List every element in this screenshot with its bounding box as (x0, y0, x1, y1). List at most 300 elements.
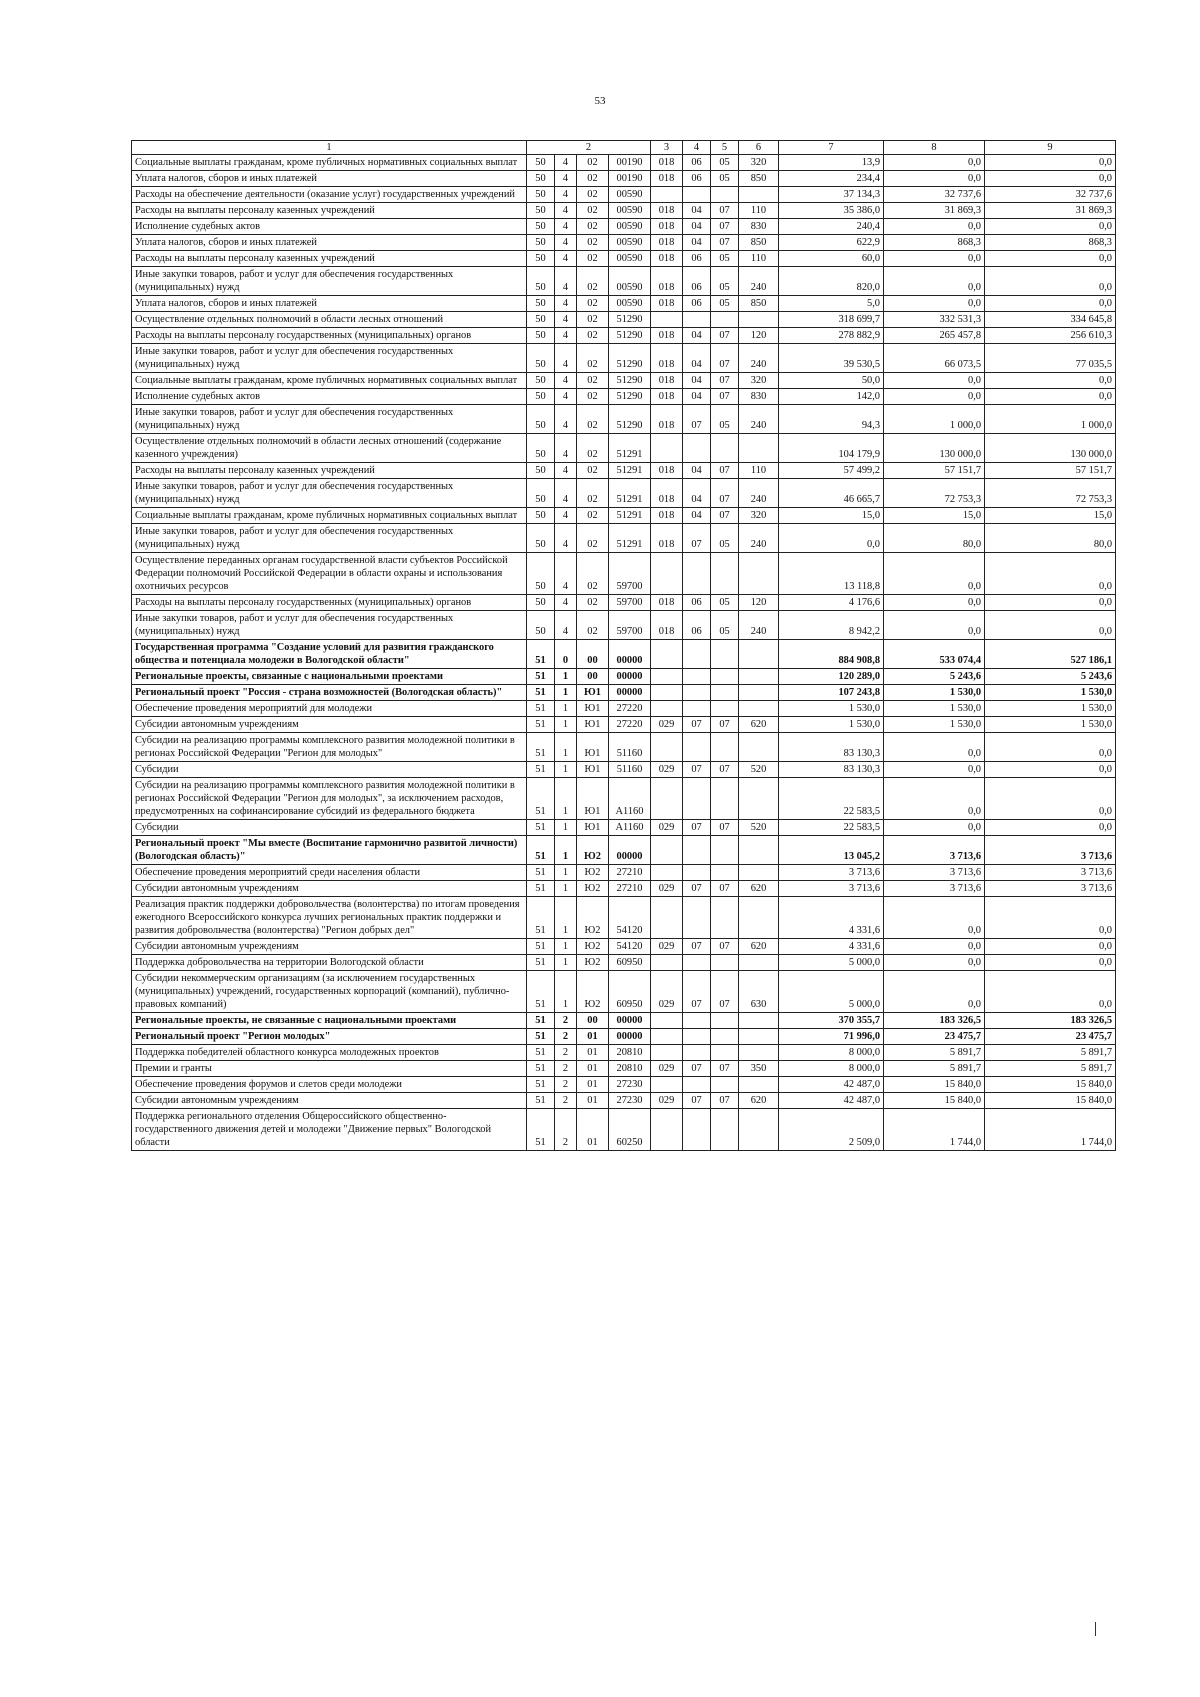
amount-col-8: 0,0 (884, 897, 985, 939)
row-name: Расходы на выплаты персоналу казенных учреждений (132, 251, 527, 267)
code-expense-type: 240 (739, 524, 779, 553)
table-row (132, 203, 1116, 219)
amount-col-9: 5 891,7 (985, 1045, 1116, 1061)
code-department (651, 640, 683, 669)
amount-col-7: 0,0 (779, 524, 884, 553)
code-expense-type: 620 (739, 717, 779, 733)
table-row (132, 251, 1116, 267)
code-expense: 00590 (609, 267, 651, 296)
code-expense-type (739, 1029, 779, 1045)
amount-col-8: 5 243,6 (884, 669, 985, 685)
code-department: 018 (651, 171, 683, 187)
row-name: Осуществление отдельных полномочий в области лесных отношений (132, 312, 527, 328)
row-name: Иные закупки товаров, работ и услуг для обеспечения государственных (муниципальных) нужд (132, 524, 527, 553)
amount-col-8: 868,3 (884, 235, 985, 251)
amount-col-9: 0,0 (985, 762, 1116, 778)
amount-col-8: 0,0 (884, 939, 985, 955)
table-row (132, 955, 1116, 971)
code-direction: 02 (577, 312, 609, 328)
code-expense-type (739, 434, 779, 463)
code-department (651, 701, 683, 717)
amount-col-9: 1 530,0 (985, 717, 1116, 733)
row-name: Субсидии (132, 820, 527, 836)
code-expense-type: 520 (739, 762, 779, 778)
code-expense-type: 320 (739, 508, 779, 524)
code-section (683, 701, 711, 717)
code-department: 029 (651, 881, 683, 897)
row-name: Обеспечение проведения мероприятий среди населения области (132, 865, 527, 881)
code-subsection: 07 (711, 479, 739, 508)
row-name: Осуществление переданных органам государственной власти субъектов Российской Федерации полномочий Российской Федерации в области охраны и использования охотничьих ресурсов (132, 553, 527, 595)
code-expense: 51290 (609, 389, 651, 405)
amount-col-7: 57 499,2 (779, 463, 884, 479)
code-subsection: 07 (711, 463, 739, 479)
code-department: 018 (651, 508, 683, 524)
code-subsection (711, 1045, 739, 1061)
code-expense: 51291 (609, 434, 651, 463)
code-section: 07 (683, 524, 711, 553)
code-department (651, 1029, 683, 1045)
page-number: 53 (594, 95, 606, 107)
code-direction: 02 (577, 267, 609, 296)
amount-col-9: 0,0 (985, 611, 1116, 640)
code-direction: 01 (577, 1061, 609, 1077)
amount-col-9: 0,0 (985, 971, 1116, 1013)
code-direction: 02 (577, 405, 609, 434)
code-subsection (711, 685, 739, 701)
code-subprogram: 1 (555, 971, 577, 1013)
table-row (132, 733, 1116, 762)
code-subprogram: 4 (555, 434, 577, 463)
code-direction: 01 (577, 1045, 609, 1061)
row-name: Государственная программа "Создание условий для развития гражданского общества и потенциала молодежи в Вологодской области" (132, 640, 527, 669)
code-expense-type: 240 (739, 344, 779, 373)
amount-col-8: 1 530,0 (884, 717, 985, 733)
code-expense-type (739, 897, 779, 939)
code-department (651, 1077, 683, 1093)
amount-col-8: 0,0 (884, 820, 985, 836)
code-subsection (711, 553, 739, 595)
amount-col-7: 35 386,0 (779, 203, 884, 219)
code-subsection (711, 1077, 739, 1093)
amount-col-9: 0,0 (985, 171, 1116, 187)
code-expense-type (739, 701, 779, 717)
code-department: 029 (651, 762, 683, 778)
code-section (683, 865, 711, 881)
amount-col-7: 4 331,6 (779, 939, 884, 955)
header-col-2: 2 (527, 141, 651, 155)
amount-col-7: 318 699,7 (779, 312, 884, 328)
header-col-5: 5 (711, 141, 739, 155)
row-name: Субсидии на реализацию программы комплексного развития молодежной политики в регионах Российской Федерации "Регион для молодых" (132, 733, 527, 762)
amount-col-8: 23 475,7 (884, 1029, 985, 1045)
code-section: 07 (683, 405, 711, 434)
code-department: 018 (651, 611, 683, 640)
code-section (683, 1077, 711, 1093)
code-expense: 51290 (609, 328, 651, 344)
amount-col-9: 1 000,0 (985, 405, 1116, 434)
code-program: 51 (527, 778, 555, 820)
amount-col-8: 0,0 (884, 267, 985, 296)
amount-col-8: 15 840,0 (884, 1093, 985, 1109)
amount-col-9: 0,0 (985, 595, 1116, 611)
amount-col-7: 83 130,3 (779, 762, 884, 778)
amount-col-9: 15,0 (985, 508, 1116, 524)
code-subsection: 07 (711, 717, 739, 733)
amount-col-8: 0,0 (884, 611, 985, 640)
table-row (132, 820, 1116, 836)
amount-col-7: 46 665,7 (779, 479, 884, 508)
code-section: 04 (683, 203, 711, 219)
code-expense-type (739, 778, 779, 820)
code-program: 51 (527, 1045, 555, 1061)
code-expense: 59700 (609, 611, 651, 640)
code-direction: 02 (577, 553, 609, 595)
code-direction: 02 (577, 187, 609, 203)
code-subprogram: 4 (555, 508, 577, 524)
code-direction: 02 (577, 611, 609, 640)
amount-col-8: 15,0 (884, 508, 985, 524)
code-department: 018 (651, 267, 683, 296)
code-subsection (711, 1029, 739, 1045)
code-expense-type: 830 (739, 219, 779, 235)
code-program: 51 (527, 881, 555, 897)
amount-col-9: 130 000,0 (985, 434, 1116, 463)
row-name: Региональный проект "Регион молодых" (132, 1029, 527, 1045)
row-name: Исполнение судебных актов (132, 389, 527, 405)
header-col-6: 6 (739, 141, 779, 155)
code-expense: 00590 (609, 187, 651, 203)
code-department: 029 (651, 820, 683, 836)
code-program: 51 (527, 939, 555, 955)
table-row (132, 553, 1116, 595)
amount-col-8: 57 151,7 (884, 463, 985, 479)
row-name: Региональный проект "Мы вместе (Воспитание гармонично развитой личности) (Вологодская область)" (132, 836, 527, 865)
code-subprogram: 2 (555, 1109, 577, 1151)
code-department: 029 (651, 1093, 683, 1109)
amount-col-7: 42 487,0 (779, 1093, 884, 1109)
code-section (683, 733, 711, 762)
code-expense: 00590 (609, 235, 651, 251)
amount-col-7: 1 530,0 (779, 701, 884, 717)
code-expense-type (739, 1109, 779, 1151)
amount-col-9: 0,0 (985, 955, 1116, 971)
code-section (683, 778, 711, 820)
code-subprogram: 1 (555, 717, 577, 733)
code-subsection: 07 (711, 939, 739, 955)
code-expense-type (739, 553, 779, 595)
code-subprogram: 2 (555, 1045, 577, 1061)
table-row (132, 267, 1116, 296)
amount-col-7: 13,9 (779, 155, 884, 171)
code-department: 029 (651, 971, 683, 1013)
code-expense-type: 850 (739, 235, 779, 251)
code-expense: 54120 (609, 897, 651, 939)
amount-col-8: 32 737,6 (884, 187, 985, 203)
code-expense: 27220 (609, 717, 651, 733)
code-direction: 02 (577, 508, 609, 524)
code-expense-type (739, 640, 779, 669)
amount-col-8: 31 869,3 (884, 203, 985, 219)
code-expense-type (739, 187, 779, 203)
code-subprogram: 4 (555, 235, 577, 251)
code-expense-type (739, 312, 779, 328)
amount-col-8: 5 891,7 (884, 1045, 985, 1061)
code-expense: 27230 (609, 1093, 651, 1109)
code-department: 018 (651, 389, 683, 405)
code-subsection (711, 1013, 739, 1029)
amount-col-7: 1 530,0 (779, 717, 884, 733)
code-program: 51 (527, 1093, 555, 1109)
amount-col-9: 31 869,3 (985, 203, 1116, 219)
code-subsection (711, 733, 739, 762)
code-expense-type: 320 (739, 373, 779, 389)
header-col-3: 3 (651, 141, 683, 155)
amount-col-7: 8 942,2 (779, 611, 884, 640)
table-row (132, 219, 1116, 235)
code-direction: 02 (577, 595, 609, 611)
code-department (651, 897, 683, 939)
table-row (132, 524, 1116, 553)
code-subprogram: 4 (555, 203, 577, 219)
code-program: 50 (527, 219, 555, 235)
code-section (683, 312, 711, 328)
amount-col-9: 0,0 (985, 296, 1116, 312)
code-subsection: 07 (711, 344, 739, 373)
amount-col-9: 1 530,0 (985, 701, 1116, 717)
code-department: 029 (651, 1061, 683, 1077)
row-name: Поддержка добровольчества на территории Вологодской области (132, 955, 527, 971)
amount-col-9: 3 713,6 (985, 865, 1116, 881)
row-name: Субсидии на реализацию программы комплексного развития молодежной политики в регионах Российской Федерации "Регион для молодых", за исключением расходов, предусмотренных на софинансирование субсидий из федерального бюджета (132, 778, 527, 820)
code-department (651, 669, 683, 685)
code-subprogram: 1 (555, 762, 577, 778)
code-expense-type (739, 836, 779, 865)
amount-col-7: 13 045,2 (779, 836, 884, 865)
code-program: 51 (527, 1077, 555, 1093)
row-name: Исполнение судебных актов (132, 219, 527, 235)
code-department (651, 865, 683, 881)
code-direction: Ю2 (577, 865, 609, 881)
code-subprogram: 1 (555, 701, 577, 717)
amount-col-9: 0,0 (985, 553, 1116, 595)
code-subsection: 07 (711, 373, 739, 389)
amount-col-8: 3 713,6 (884, 865, 985, 881)
code-subsection: 07 (711, 820, 739, 836)
code-subsection: 07 (711, 1061, 739, 1077)
code-section: 06 (683, 296, 711, 312)
code-expense: А1160 (609, 778, 651, 820)
table-row (132, 1061, 1116, 1077)
code-expense-type: 240 (739, 611, 779, 640)
code-expense-type: 240 (739, 479, 779, 508)
table-row (132, 463, 1116, 479)
code-section: 04 (683, 219, 711, 235)
amount-col-7: 22 583,5 (779, 778, 884, 820)
table-row (132, 312, 1116, 328)
code-direction: Ю2 (577, 971, 609, 1013)
row-name: Расходы на выплаты персоналу казенных учреждений (132, 203, 527, 219)
row-name: Социальные выплаты гражданам, кроме публичных нормативных социальных выплат (132, 155, 527, 171)
amount-col-8: 66 073,5 (884, 344, 985, 373)
code-subprogram: 2 (555, 1029, 577, 1045)
code-direction: 01 (577, 1077, 609, 1093)
code-subprogram: 4 (555, 312, 577, 328)
amount-col-8: 130 000,0 (884, 434, 985, 463)
table-row (132, 1045, 1116, 1061)
amount-col-7: 3 713,6 (779, 865, 884, 881)
table-row (132, 897, 1116, 939)
code-subprogram: 2 (555, 1093, 577, 1109)
code-program: 50 (527, 328, 555, 344)
code-subsection: 05 (711, 524, 739, 553)
row-name: Субсидии автономным учреждениям (132, 1093, 527, 1109)
code-program: 50 (527, 187, 555, 203)
code-section: 04 (683, 373, 711, 389)
amount-col-7: 50,0 (779, 373, 884, 389)
code-department: 018 (651, 595, 683, 611)
code-section (683, 553, 711, 595)
code-program: 51 (527, 733, 555, 762)
code-expense: 20810 (609, 1061, 651, 1077)
amount-col-7: 370 355,7 (779, 1013, 884, 1029)
code-subsection: 05 (711, 155, 739, 171)
code-subprogram: 4 (555, 611, 577, 640)
code-subprogram: 2 (555, 1013, 577, 1029)
code-expense-type: 110 (739, 463, 779, 479)
code-section: 04 (683, 508, 711, 524)
amount-col-8: 183 326,5 (884, 1013, 985, 1029)
code-subprogram: 4 (555, 267, 577, 296)
code-program: 51 (527, 685, 555, 701)
code-subprogram: 4 (555, 553, 577, 595)
code-subprogram: 4 (555, 524, 577, 553)
code-direction: Ю2 (577, 836, 609, 865)
code-subsection: 05 (711, 296, 739, 312)
code-department: 018 (651, 373, 683, 389)
code-expense: 54120 (609, 939, 651, 955)
code-subsection: 05 (711, 267, 739, 296)
code-expense: 27210 (609, 881, 651, 897)
code-subprogram: 4 (555, 479, 577, 508)
code-direction: 02 (577, 296, 609, 312)
code-program: 50 (527, 235, 555, 251)
code-subprogram: 4 (555, 463, 577, 479)
code-subsection (711, 187, 739, 203)
code-direction: 02 (577, 373, 609, 389)
row-name: Уплата налогов, сборов и иных платежей (132, 235, 527, 251)
code-direction: 02 (577, 219, 609, 235)
code-expense-type: 620 (739, 1093, 779, 1109)
table-row (132, 881, 1116, 897)
amount-col-8: 0,0 (884, 219, 985, 235)
amount-col-7: 71 996,0 (779, 1029, 884, 1045)
code-expense-type: 120 (739, 595, 779, 611)
code-expense: 60950 (609, 955, 651, 971)
amount-col-7: 884 908,8 (779, 640, 884, 669)
code-expense-type (739, 1077, 779, 1093)
amount-col-9: 0,0 (985, 820, 1116, 836)
row-name: Расходы на выплаты персоналу государственных (муниципальных) органов (132, 328, 527, 344)
amount-col-8: 3 713,6 (884, 881, 985, 897)
amount-col-8: 5 891,7 (884, 1061, 985, 1077)
table-header-row (132, 141, 1116, 155)
amount-col-9: 183 326,5 (985, 1013, 1116, 1029)
amount-col-9: 0,0 (985, 778, 1116, 820)
amount-col-7: 104 179,9 (779, 434, 884, 463)
row-name: Уплата налогов, сборов и иных платежей (132, 296, 527, 312)
code-direction: 02 (577, 344, 609, 373)
code-department: 018 (651, 344, 683, 373)
code-expense: 00000 (609, 685, 651, 701)
code-section: 07 (683, 762, 711, 778)
amount-col-7: 5,0 (779, 296, 884, 312)
budget-table (131, 140, 1116, 1151)
code-expense-type: 320 (739, 155, 779, 171)
code-subprogram: 4 (555, 595, 577, 611)
code-program: 51 (527, 897, 555, 939)
code-subsection: 07 (711, 328, 739, 344)
row-name: Субсидии (132, 762, 527, 778)
code-section: 04 (683, 344, 711, 373)
code-department: 018 (651, 203, 683, 219)
row-name: Обеспечение проведения форумов и слетов среди молодежи (132, 1077, 527, 1093)
code-section: 06 (683, 251, 711, 267)
code-program: 50 (527, 611, 555, 640)
amount-col-8: 1 744,0 (884, 1109, 985, 1151)
code-subprogram: 1 (555, 820, 577, 836)
code-department (651, 733, 683, 762)
code-program: 51 (527, 717, 555, 733)
amount-col-9: 15 840,0 (985, 1077, 1116, 1093)
code-subprogram: 4 (555, 155, 577, 171)
code-department: 018 (651, 219, 683, 235)
code-section: 07 (683, 939, 711, 955)
row-name: Иные закупки товаров, работ и услуг для обеспечения государственных (муниципальных) нужд (132, 479, 527, 508)
code-section (683, 1045, 711, 1061)
code-department (651, 1013, 683, 1029)
code-department: 018 (651, 524, 683, 553)
code-subsection: 07 (711, 971, 739, 1013)
code-department (651, 836, 683, 865)
code-program: 50 (527, 373, 555, 389)
code-expense: 59700 (609, 595, 651, 611)
code-direction: 01 (577, 1029, 609, 1045)
amount-col-9: 3 713,6 (985, 881, 1116, 897)
code-direction: 02 (577, 389, 609, 405)
table-row (132, 1029, 1116, 1045)
code-subsection: 07 (711, 762, 739, 778)
amount-col-8: 1 000,0 (884, 405, 985, 434)
code-expense: 51290 (609, 344, 651, 373)
amount-col-9: 77 035,5 (985, 344, 1116, 373)
code-department (651, 434, 683, 463)
code-expense-type: 850 (739, 171, 779, 187)
code-subsection: 07 (711, 881, 739, 897)
code-direction: 02 (577, 203, 609, 219)
header-col-4: 4 (683, 141, 711, 155)
table-row (132, 865, 1116, 881)
amount-col-8: 72 753,3 (884, 479, 985, 508)
amount-col-8: 1 530,0 (884, 685, 985, 701)
code-program: 50 (527, 389, 555, 405)
amount-col-8: 265 457,8 (884, 328, 985, 344)
code-program: 50 (527, 595, 555, 611)
code-expense: 60250 (609, 1109, 651, 1151)
amount-col-7: 622,9 (779, 235, 884, 251)
code-department: 029 (651, 717, 683, 733)
code-department (651, 187, 683, 203)
